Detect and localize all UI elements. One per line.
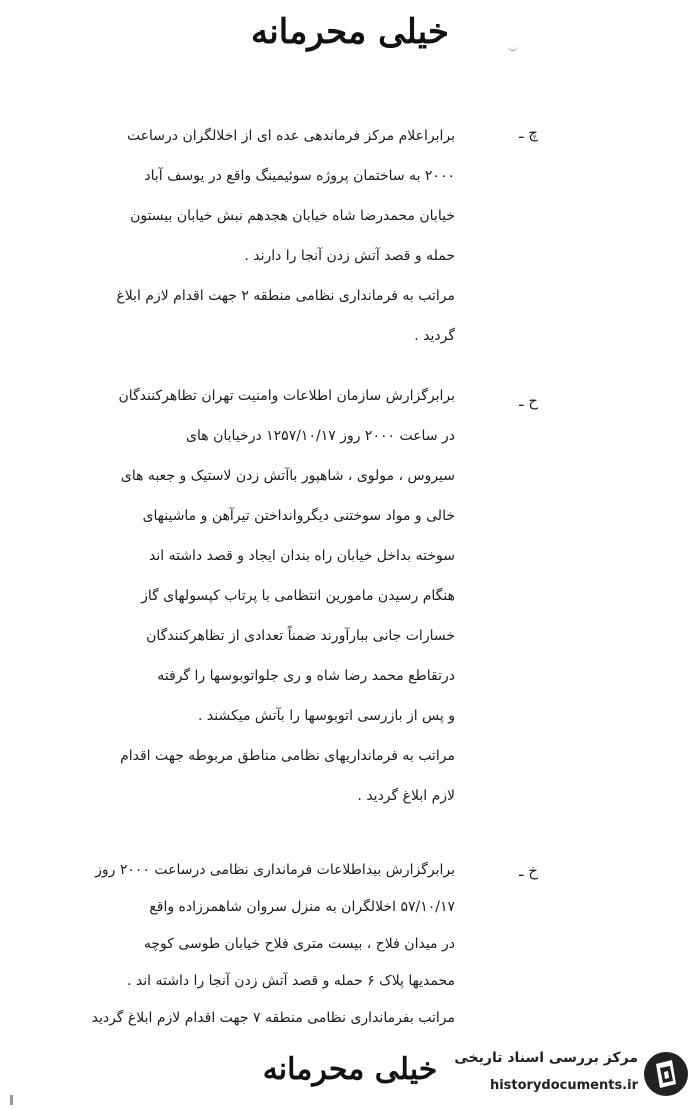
section-paragraph <box>40 376 455 816</box>
margin-mark <box>10 1095 13 1105</box>
text-line: خیابان محمدرضا شاه خیابان هجدهم نبش خیابان بیستون <box>130 208 455 224</box>
text-line: در میدان فلاح ، بیست متری فلاح خیابان طوسی کوچه <box>143 936 455 952</box>
section-marker: چ ـ <box>519 124 538 142</box>
text-line: مراتب به فرمانداری نظامی منطقه ۲ جهت اقدام لازم ابلاغ <box>116 288 455 304</box>
watermark-name: مرکز بررسی اسناد تاریخی <box>454 1050 638 1066</box>
text-line: در ساعت ۲۰۰۰ روز ۱۲۵۷/۱۰/۱۷ درخیابان های <box>186 428 455 444</box>
text-line: برابراعلام مرکز فرماندهی عده ای از اخلالگران درساعت <box>126 128 455 144</box>
text-line: سیروس ، مولوی ، شاهپور باآتش زدن لاستیک و جعبه های <box>120 468 455 484</box>
text-line: و پس از بازرسی اتوبوسها را بآتش میکشند . <box>198 708 455 724</box>
watermark <box>454 1042 698 1106</box>
text-line: هنگام رسیدن مامورین انتظامی با پرتاب کپسولهای گاز <box>141 588 455 604</box>
text-line: ۵۷/۱۰/۱۷ اخلالگران به منزل سروان شاهمرزاده واقع <box>149 899 455 915</box>
text-line: خسارات جانی ببارآورند ضمناً تعدادی از تظاهرکنندگان <box>146 628 455 644</box>
section-paragraph <box>40 116 455 356</box>
text-line: مراتب به فرمانداریهای نظامی مناطق مربوطه جهت اقدام <box>120 748 455 764</box>
text-line: لازم ابلاغ گردید . <box>357 788 455 804</box>
text-line: سوخته بداخل خیابان راه بندان ایجاد و قصد داشته اند <box>149 548 455 564</box>
text-line: برابرگزارش بیداطلاعات فرمانداری نظامی درساعت ۲۰۰۰ روز <box>95 862 455 878</box>
archive-logo-icon <box>642 1050 690 1098</box>
text-line: حمله و قصد آتش زدن آنجا را دارند . <box>244 248 455 264</box>
text-line: درتقاطع محمد رضا شاه و ری جلواتوبوسها را گرفته <box>157 668 455 684</box>
text-line: ۲۰۰۰ به ساختمان پروژه سوئیمینگ واقع در یوسف آباد <box>144 168 455 184</box>
text-line: مراتب بفرمانداری نظامی منطقه ۷ جهت اقدام لازم ابلاغ گردید <box>91 1010 455 1026</box>
section-marker: خ ـ <box>519 862 538 880</box>
section-paragraph <box>40 852 455 1037</box>
text-line: خالی و مواد سوختنی دیگروانداختن تیرآهن و ماشینهای <box>142 508 455 524</box>
text-line: گردید . <box>414 328 455 344</box>
text-line: محمدیها پلاک ۶ حمله و قصد آتش زدن آنجا را داشته اند . <box>127 973 455 989</box>
watermark-url: historydocuments.ir <box>489 1078 638 1093</box>
pen-mark <box>508 40 518 51</box>
text-line: برابرگزارش سازمان اطلاعات وامنیت تهران تظاهرکنندگان <box>118 388 455 404</box>
classification-stamp-bottom: خیلی محرمانه <box>262 1052 438 1087</box>
classification-stamp-top: خیلی محرمانه <box>251 12 449 52</box>
section-marker: ح ـ <box>519 392 538 410</box>
